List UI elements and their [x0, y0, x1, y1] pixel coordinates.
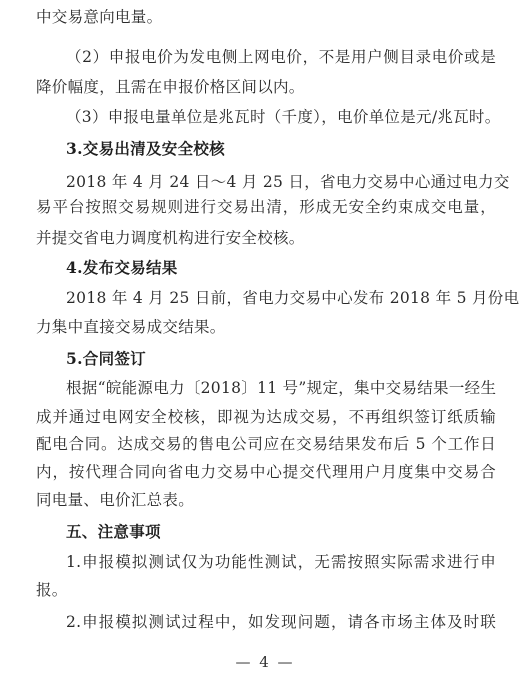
section-heading: 5.合同签订	[66, 349, 146, 368]
text-line: 易平台按照交易规则进行交易出清，形成无安全约束成交电量，	[36, 198, 496, 216]
text-line: 降价幅度，且需在申报价格区间以内。	[36, 78, 305, 96]
text-line: 中交易意向电量。	[36, 8, 163, 26]
text-line: 2018 年 4 月 24 日～4 月 25 日，省电力交易中心通过电力交	[66, 173, 510, 191]
page-number: — 4 —	[235, 653, 295, 671]
text-line: 1.申报模拟测试仅为功能性测试，无需按照实际需求进行申	[66, 553, 496, 571]
text-line: 报。	[36, 581, 68, 599]
section-heading: 3.交易出清及安全校核	[66, 139, 225, 158]
text-line: （3）申报电量单位是兆瓦时（千度），电价单位是元/兆瓦时。	[66, 108, 501, 126]
text-line: 内，按代理合同向省电力交易中心提交代理用户月度集中交易合	[36, 463, 496, 481]
text-line: 配电合同。达成交易的售电公司应在交易结果发布后 5 个工作日	[36, 435, 496, 453]
text-line: 成并通过电网安全校核，即视为达成交易，不再组织签订纸质输	[36, 408, 496, 426]
section-heading: 五、注意事项	[66, 522, 161, 541]
text-line: 同电量、电价汇总表。	[36, 491, 195, 509]
text-line: （2）申报电价为发电侧上网电价，不是用户侧目录电价或是	[66, 48, 496, 66]
section-heading: 4.发布交易结果	[66, 258, 178, 277]
text-line: 并提交省电力调度机构进行安全校核。	[36, 229, 305, 247]
text-line: 力集中直接交易成交结果。	[36, 318, 226, 336]
text-line: 根据“皖能源电力〔2018〕11 号”规定，集中交易结果一经生	[66, 379, 497, 397]
text-line: 2.申报模拟测试过程中，如发现问题，请各市场主体及时联	[66, 613, 496, 631]
text-line: 2018 年 4 月 25 日前，省电力交易中心发布 2018 年 5 月份电	[66, 289, 520, 307]
